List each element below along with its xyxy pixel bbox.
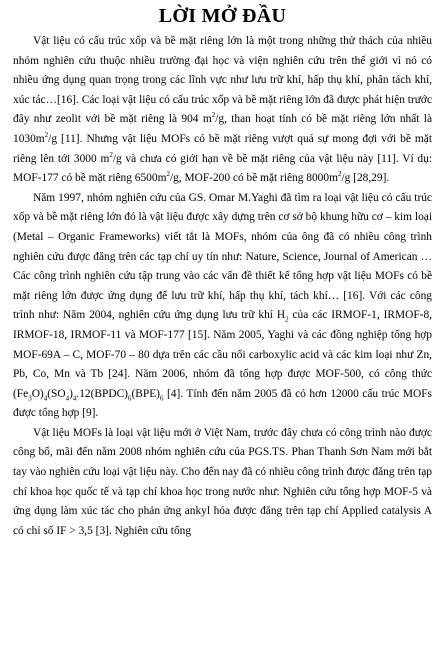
paragraph-1-text: /g, MOF-200 có bề mặt riêng 8000m — [169, 172, 338, 185]
paragraph-2-text: O) — [31, 387, 44, 400]
paragraph-2-subscript: 4 — [43, 393, 48, 402]
paragraph-2-text: của các IRMOF-1, IRMOF-8, IRMOF-18, IRMOF-11 và MOF-177 [15]. Năm 2005, Yaghi và các đồng nghiệp tổng hợp MOF-69A – C, MOF-70 – 80 dựa trên các cầu nối carboxylic acid và các kim loại như Zn, Pb, Co, Mn và Tb [24]. Năm 2006, nhóm đã tổng hợp được MOF-500, có công thức (Fe — [13, 309, 432, 400]
paragraph-1-supscript: 2 — [337, 170, 342, 179]
paragraph-1-supscript: 2 — [166, 170, 170, 179]
paragraph-3-text: Vật liệu MOFs là loại vật liệu mới ở Việt Nam, trước đây chưa có công trình nào được công bố, mãi đến năm 2008 nhóm nghiên cứu của PGS.TS. Phan Thanh Sơn Nam mới bắt tay vào nghiên cứu loại vật liệu này. Cho đến nay đã có nhiều công trình được đăng trên tạp chí khoa học quốc tế và tạp chí khoa học trong nước như: Nghiên cứu tổng hợp MOF-5 và ứng dụng làm xúc tác cho phản ứng ankyl hóa được đăng trên tạp chí Applied catalysis A có chỉ số IF > 3,5 [3]. Nghiên cứu tổng — [13, 426, 432, 537]
paragraph-1 — [13, 32, 432, 189]
paragraph-1-text: Vật liệu có cấu trúc xốp và bề mặt riêng lớn là một trong những thử thách của nhiều nhóm nghiên cứu thuộc nhiều trường đại học và viện nghiên cứu trên thế giới vì nó có nhiều ứng dụng quan trọng trong các lĩnh vực như lưu trữ khí, hấp thụ khí, phân tách khí, xúc tác…[16]. Các loại vật liệu có cấu trúc xốp và bề mặt riêng lớn đã được phát hiện trước đây như zeolit với bề mặt riêng là 904 m — [13, 35, 432, 126]
paragraph-1-supscript: 2 — [109, 150, 113, 159]
paragraph-1-text: /g [28,29]. — [341, 172, 390, 185]
paragraph-1-text: /g [11]. Nhưng vật liệu MOFs có bề mặt riêng vượt quá sự mong đợi với bề mặt riêng lên tới 3000 m — [13, 132, 432, 165]
paragraph-1-text: /g và chưa có giới hạn về bề mặt riêng của vật liệu này [11]. Ví dụ: MOF-177 có bề mặt riêng 6500m — [13, 152, 432, 185]
paragraph-2-subscript: 3 — [28, 393, 32, 402]
paragraph-2 — [13, 189, 432, 424]
paragraph-2-subscript: 4 — [72, 393, 77, 402]
paragraph-2-text: ) — [69, 387, 73, 400]
page-title: LỜI MỞ ĐẦU — [158, 5, 287, 27]
paragraph-2-subscript: 6 — [159, 393, 164, 402]
paragraph-2-text: [4]. Tính đến năm 2005 đã có hơn 12000 cấu trúc MOFs được tổng hợp [9]. — [13, 387, 432, 420]
paragraph-2-subscript: 2 — [285, 315, 289, 324]
paragraph-2-text: Năm 1997, nhóm nghiên cứu của GS. Omar M.Yaghi đã tìm ra loại vật liệu có cấu trúc xốp và bề mặt riêng lớn đó là vật liệu được xây dựng trên cơ sở bộ khung hữu cơ – kim loại (Metal – Organic Frameworks) viết tắt là MOFs, nhóm của ông đã có nhiều công trình nghiên cứu được đăng trên các tạp chí uy tín như: Nature, Science, Journal of American … Các công trình nghiên cứu tập trung vào các vấn đề thiết kế tổng hợp vật liệu MOFs có bề mặt riêng lớn được ứng dụng để lưu trữ khí, hấp thụ khí, tách khí… [16]. Với các công trình như: Năm 2004, nghiên cứu ứng dụng lưu trữ khí H — [13, 191, 432, 322]
paragraph-1-supscript: 2 — [44, 131, 49, 140]
paragraph-2-text: (SO — [47, 387, 66, 400]
paragraph-2-subscript: 6 — [127, 393, 132, 402]
paragraph-2-text: .12(BPDC) — [76, 387, 128, 400]
paragraph-2-text: (BPE) — [131, 387, 160, 400]
paragraph-1-supscript: 2 — [211, 111, 216, 120]
paragraph-3 — [13, 424, 432, 542]
paragraph-2-subscript: 4 — [65, 393, 70, 402]
paragraph-1-text: /g, than hoạt tính có bề mặt riêng lớn nhất là 1030m — [13, 113, 432, 145]
